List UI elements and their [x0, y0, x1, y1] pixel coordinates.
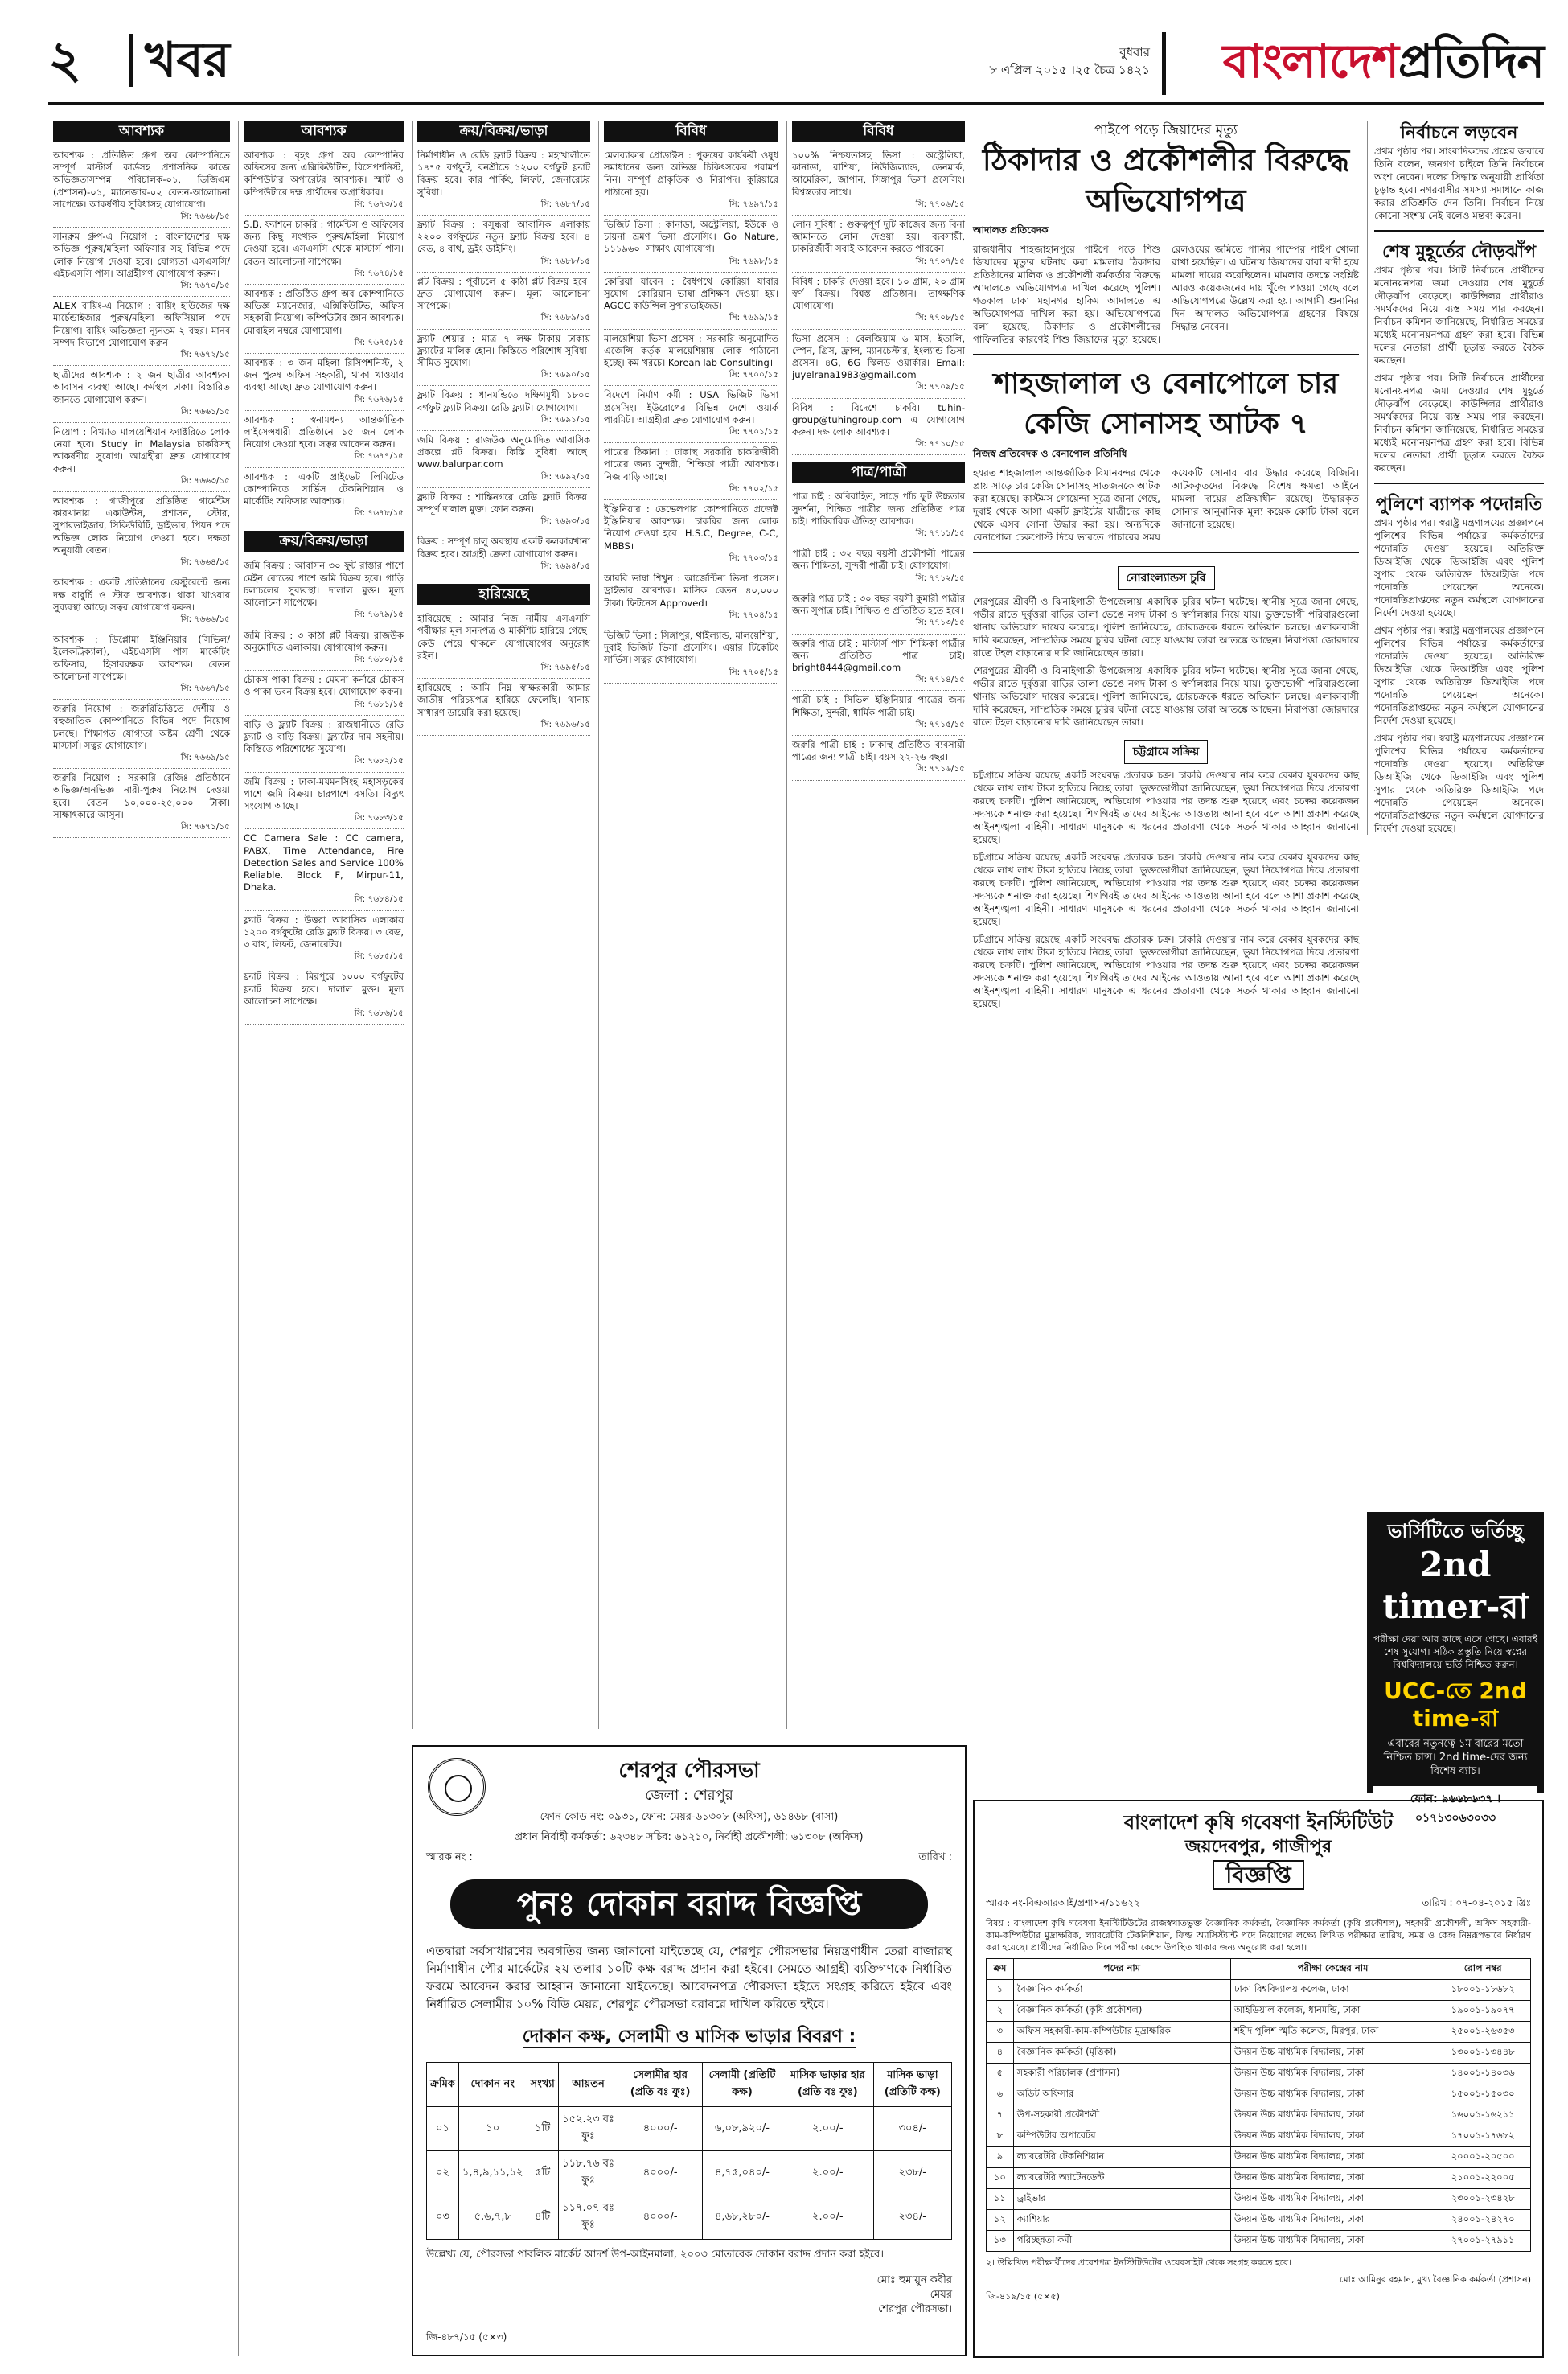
- classified-ad: ফ্ল্যাট বিক্রয় : বসুন্ধরা আবাসিক এলাকায় ২২০০ বর্গফুটের নতুন ফ্ল্যাট বিক্রয় হবে। ৪ বেড, ৪ বাথ, ড্রইং ডাইনিং। সি: ৭৬৮৮/১৫: [417, 216, 590, 273]
- logo-part-1: বাংলাদেশ: [1222, 34, 1398, 88]
- classified-ad: আবশ্যক : ডিপ্লোমা ইঞ্জিনিয়ার (সিভিল/ইলেকট্রিক্যাল), এইচএসসি পাস মার্কেটিং অফিসার, হিসাবরক্ষক আবশ্যক। বেতন আলোচনা সাপেক্ষে। সি: ৭৬৬৭/১৫: [53, 630, 230, 700]
- section-title: খবর: [145, 24, 230, 97]
- divider: [973, 552, 1359, 553]
- story-headline: পুলিশে ব্যাপক পদোন্নতি: [1375, 494, 1543, 515]
- table-row: ৯ ল্যাবরেটরি টেকনিশিয়ান উদয়ন উচ্চ মাধ্যমিক বিদ্যালয়, ঢাকা ২০০০১-২০৫০০: [987, 2147, 1531, 2168]
- table-header: মাসিক ভাড়া (প্রতিটি কক্ষ): [873, 2063, 951, 2107]
- column-heading: বিবিধ: [604, 121, 778, 142]
- weekday: বুধবার: [1119, 45, 1150, 60]
- story-body: প্রথম পৃষ্ঠার পর। স্বরাষ্ট্র মন্ত্রণালয়ের প্রজ্ঞাপনে পুলিশের বিভিন্ন পর্যায়ের কর্মকর্তাদের পদোন্নতি দেওয়া হয়েছে। অতিরিক্ত ডিআইজি থেকে ডিআইজি এবং পুলিশ সুপার থেকে অতিরিক্ত ডিআইজি পদে পদোন্নতি পেয়েছেন অনেকে। পদোন্নতিপ্রাপ্তদের নতুন কর্মস্থলে যোগদানের নির্দেশ দেওয়া হয়েছে।: [1374, 733, 1544, 834]
- table-header: সংখ্যা: [527, 2063, 558, 2107]
- classified-ad: জরুরি নিয়োগ : সরকারি রেজিঃ প্রতিষ্ঠানে অভিজ্ঞ/অনভিজ্ঞ নারী-পুরুষ নিয়োগ দেওয়া হবে। বেতন ১০,০০০-২৫,০০০ টাকা। সাক্ষাৎকারে আসুন। সি: ৭৬৭১/১৫: [53, 769, 230, 838]
- story-headline: শাহজালাল ও বেনাপোলে চার কেজি সোনাসহ আটক ৭: [993, 367, 1339, 441]
- coaching-advertisement: [1367, 1512, 1544, 1825]
- classified-column-4: [598, 121, 783, 1729]
- notice-subtitle: জেলা : শেরপুর: [645, 1787, 733, 1804]
- officer-line: প্রধান নির্বাহী কর্মকর্তা: ৬২৩৪৮ সচিব: ৬১২১০, নির্বাহী প্রকৌশলী: ৬১৩০৮ (অফিস): [515, 1831, 864, 1843]
- bari-notice: [973, 1800, 1544, 2358]
- story-body: চট্টগ্রামে সক্রিয় রয়েছে একটি সংঘবদ্ধ প্রতারক চক্র। চাকরি দেওয়ার নাম করে বেকার যুবকদের কাছ থেকে লাখ লাখ টাকা হাতিয়ে নিচ্ছে তারা। ভুক্তভোগীরা জানিয়েছেন, ভুয়া নিয়োগপত্র দিয়ে প্রতারণা করছে চক্রটি। পুলিশ জানিয়েছে, অভিযোগ পাওয়ার পর তদন্ত শুরু হয়েছে এবং চক্রের কয়েকজন সদস্যকে শনাক্ত করা হয়েছে। শিগগিরই তাদের আইনের আওতায় আনা হবে বলে আশা প্রকাশ করেছে আইনশৃঙ্খলা বাহিনী। সাধারণ মানুষকে এ ধরনের প্রতারণা থেকে সতর্ক থাকার আহ্বান জানানো হয়েছে।: [973, 934, 1359, 1009]
- classified-ad: আবশ্যক : বৃহৎ গ্রুপ অব কোম্পানির অফিসের জন্য এক্সিকিউটিভ, রিসেপশনিস্ট, কম্পিউটার অপারেটর আবশ্যক। স্মার্ট ও কম্পিউটারে দক্ষ প্রার্থীদের অগ্রাধিকার। সি: ৭৬৭৩/১৫: [244, 146, 404, 216]
- story-body: প্রথম পৃষ্ঠার পর। সিটি নির্বাচনে প্রার্থীদের মনোনয়নপত্র জমা দেওয়ার শেষ মুহূর্তে দৌড়ঝাঁপ বেড়েছে। কাউন্সিলর প্রার্থীরাও সমর্থকদের নিয়ে ব্যস্ত সময় পার করছেন। নির্বাচন কমিশন জানিয়েছে, নির্ধারিত সময়ের মধ্যেই মনোনয়নপত্র গ্রহণ করা হবে। বিভিন্ন দলের নেতারা প্রার্থী চূড়ান্ত করতে বৈঠক করছেন।: [1374, 265, 1544, 366]
- news-story: [973, 561, 1359, 595]
- notice-heading: বিজ্ঞপ্তি: [986, 1859, 1531, 1891]
- classified-ad: বিবিধ : বিদেশে চাকরি। tuhin-group@tuhingroup.com এ যোগাযোগ করুন। দক্ষ লোক আবশ্যক। সি: ৭৭১০/১৫: [792, 399, 965, 456]
- classified-ad: কোরিয়া যাবেন : বৈধপথে কোরিয়া যাবার সুযোগ। কোরিয়ান ভাষা প্রশিক্ষণ দেওয়া হয়। AGCC কাউন্সিল সুপারভাইজড। সি: ৭৬৯৯/১৫: [604, 273, 778, 330]
- story-headline: শেষ মুহূর্তের দৌড়ঝাঁপ: [1381, 241, 1537, 262]
- column-heading: আবশ্যক: [244, 121, 404, 142]
- classified-ad: মালয়েশিয়া ভিসা প্রসেস : সরকারি অনুমোদিত এজেন্সি কর্তৃক মালয়েশিয়ায় লোক পাঠানো হচ্ছে। কম খরচে। Korean lab Consulting। সি: ৭৭০০/১৫: [604, 330, 778, 387]
- story-body: শেরপুরের শ্রীবর্দী ও ঝিনাইগাতী উপজেলায় একাধিক চুরির ঘটনা ঘটেছে। স্থানীয় সূত্রে জানা গেছে, গভীর রাতে দুর্বৃত্তরা বাড়ির তালা ভেঙে নগদ টাকা ও স্বর্ণালঙ্কার নিয়ে যায়। ভুক্তভোগী পরিবারগুলো থানায় অভিযোগ দায়ের করেছে। পুলিশ জানিয়েছে, চোরচক্রকে ধরতে অভিযান চলছে। এলাকাবাসী দাবি করেছেন, সাম্প্রতিক সময়ে চুরির ঘটনা বেড়ে যাওয়ায় তারা আতঙ্কে আছেন। নিরাপত্তা জোরদারে রাতে টহল বাড়ানোর দাবি জানিয়েছেন তারা।: [973, 665, 1359, 728]
- classified-ad: সানরুম গ্রুপ-এ নিয়োগ : বাংলাদেশের দক্ষ অভিজ্ঞ পুরুষ/মহিলা অফিসার সহ বিভিন্ন পদে লোক নিয়োগ দেওয়া হবে। যোগ্যতা এসএসসি/এইচএসসি পাস। আগ্রহীগণ যোগাযোগ করুন। সি: ৭৬৭০/১৫: [53, 228, 230, 297]
- table-header: মাসিক ভাড়ার হার (প্রতি বঃ ফুঃ): [782, 2063, 874, 2107]
- ad-code: জি-৪১৯/১৫ (৫×৫): [986, 2291, 1060, 2302]
- table-row: ১২ ক্যাশিয়ার উদয়ন উচ্চ মাধ্যমিক বিদ্যালয়, ঢাকা ২৪০০১-২৪২৭০: [987, 2210, 1531, 2231]
- notice-subtitle: জয়দেবপুর, গাজীপুর: [1184, 1837, 1332, 1857]
- memo-number: স্মারক নং-বিএআরআই/প্রশাসন/১১৬২২: [986, 1897, 1140, 1908]
- promo-contact: ফোন: ৯৬৬৮৬৩৭ । ০১৭১৩০৬৩০৩৩: [1373, 1786, 1537, 1831]
- signer-title: মেয়র: [930, 2289, 952, 2301]
- table-row: ১১ ড্রাইভার উদয়ন উচ্চ মাধ্যমিক বিদ্যালয়, ঢাকা ২৩০০১-২৩৪২৮: [987, 2189, 1531, 2210]
- classified-ad: ভিসা প্রসেস : বেলজিয়াম ৬ মাস, ইতালি, স্পেন, গ্রিস, ফ্রান্স, ম্যানচেস্টার, ইংল্যান্ড ভিসা প্রসেস। ৪G, 6G স্কিলড ওয়ার্কার। Email: juyelrana1983@gmail.com সি: ৭৭০৯/১৫: [792, 330, 965, 399]
- promo-line: 2nd timer-রা: [1382, 1545, 1529, 1626]
- table-row: ৪ বৈজ্ঞানিক কর্মকর্তা (মৃত্তিকা) উদয়ন উচ্চ মাধ্যমিক বিদ্যালয়, ঢাকা ১৩০০১-১৩৪৪৮: [987, 2043, 1531, 2064]
- table-row: ৭ উপ-সহকারী প্রকৌশলী উদয়ন উচ্চ মাধ্যমিক বিদ্যালয়, ঢাকা ১৬০০১-১৬২১১: [987, 2105, 1531, 2126]
- promo-line: এবারের নতুনত্বে ১ম বারের মতো নিশ্চিত চান্স। 2nd time-দের জন্য বিশেষ ব্যাচ।: [1383, 1738, 1528, 1777]
- table-header: পরীক্ষা কেন্দ্রের নাম: [1230, 1959, 1435, 1980]
- classified-ad: জমি বিক্রয় : আবাসন ৩০ ফুট রাস্তার পাশে মেইন রোডের পাশে জমি বিক্রয় হবে। গাড়ি চলাচলের সুব্যবস্থা। দালাল মুক্ত। মূল্য আলোচনা সাপেক্ষে। সি: ৭৬৭৯/১৫: [244, 557, 404, 626]
- story-body: রাজধানীর শাহজাহানপুরে পাইপে পড়ে শিশু জিয়াদের মৃত্যুর ঘটনায় করা মামলায় ঠিকাদার প্রতিষ্ঠানের মালিক ও প্রকৌশলী কর্মকর্তার বিরুদ্ধে আদালতে অভিযোগপত্র দাখিল করেছে পুলিশ। গতকাল ঢাকা মহানগর হাকিম আদালতে এ অভিযোগপত্র দাখিল করা হয়। অভিযোগপত্রে বলা হয়েছে, ঠিকাদার ও প্রকৌশলীদের গাফিলতির কারণেই শিশু জিয়াদের মৃত্যু হয়েছে। রেলওয়ের জমিতে পানির পাম্পের পাইপ খোলা রাখা হয়েছিল। এ ঘটনায় জিয়াদের বাবা বাদী হয়ে মামলা দায়ের করেছিলেন। মামলার তদন্তে সংশ্লিষ্ট আরও কয়েকজনের দায় খুঁজে পাওয়া গেছে বলে অভিযোগপত্রে উল্লেখ করা হয়। আগামী শুনানির দিন আদালত অভিযোগপত্র গ্রহণের বিষয়ে সিদ্ধান্ত নেবেন।: [973, 244, 1359, 345]
- table-header: সেলামী (প্রতিটি কক্ষ): [702, 2063, 782, 2107]
- divider: [1374, 483, 1544, 484]
- table-row: ৬ অডিট অফিসার উদয়ন উচ্চ মাধ্যমিক বিদ্যালয়, ঢাকা ১৫০০১-১৫০৩০: [987, 2084, 1531, 2105]
- notice-body: বিষয় : বাংলাদেশ কৃষি গবেষণা ইনস্টিটিউটের রাজস্বখাতভুক্ত বৈজ্ঞানিক কর্মকর্তা, বৈজ্ঞানিক কর্মকর্তা (কৃষি প্রকৌশল), সহকারী প্রকৌশলী, অফিস সহকারী-কাম-কম্পিউটার মুদ্রাক্ষরিক, ল্যাবরেটরি টেকনিশিয়ান, ফিল্ড অ্যাসিস্ট্যান্ট পদে নিয়োগের লক্ষ্যে লিখিত পরীক্ষার তারিখ, সময় ও কেন্দ্র নিম্নরূপভাবে নির্ধারণ করা হয়েছে। প্রার্থীদের নির্ধারিত দিনে পরীক্ষা কেন্দ্রে উপস্থিত থাকার জন্য অনুরোধ করা হলো।: [986, 1918, 1531, 1953]
- classified-ad: আবশ্যক : একটি প্রতিষ্ঠানের রেস্টুরেন্টে জন্য দক্ষ বাবুর্চি ও স্টাফ আবশ্যক। থাকা খাওয়ার সুব্যবস্থা আছে। সত্বর যোগাযোগ করুন। সি: ৭৬৬৬/১৫: [53, 573, 230, 630]
- promo-line: UCC-তে 2nd time-রা: [1384, 1678, 1527, 1731]
- classified-ad: জরুরি পাত্র চাই : ৩০ বছর বয়সী কুমারী পাত্রীর জন্য সুপাত্র চাই। শিক্ষিত ও প্রতিষ্ঠিত হতে হবে। সি: ৭৭১৩/১৫: [792, 589, 965, 635]
- classified-ad: জরুরি পাত্র চাই : মাস্টার্স পাস শিক্ষিকা পাত্রীর জন্য প্রতিষ্ঠিত পাত্র চাই। bright8444@gmail.com সি: ৭৭১৪/১৫: [792, 635, 965, 692]
- classified-ad: চৌকস পাকা বিক্রয় : মেঘনা কর্নারে চৌকস ও পাকা ভবন বিক্রয় হবে। যোগাযোগ করুন। সি: ৭৬৮১/১৫: [244, 671, 404, 716]
- classified-column-3: [412, 121, 595, 1729]
- classified-ad: বাড়ি ও ফ্ল্যাট বিক্রয় : রাজধানীতে রেডি ফ্ল্যাট ও বাড়ি বিক্রয়। ফ্ল্যাটের দাম সহনীয়। কিস্তিতে পরিশোধের সুযোগ। সি: ৭৬৮২/১৫: [244, 716, 404, 773]
- classified-ad: হারিয়েছে : আমার নিজ নামীয় এসএসসি পরীক্ষার মূল সনদপত্র ও মার্কশিট হারিয়ে গেছে। কেউ পেয়ে থাকলে যোগাযোগের অনুরোধ রইল। সি: ৭৬৯৫/১৫: [417, 610, 590, 679]
- story-headline: ঠিকাদার ও প্রকৌশলীর বিরুদ্ধে অভিযোগপত্র: [982, 142, 1350, 218]
- municipality-notice: [412, 1745, 967, 2356]
- column-heading: ক্রয়/বিক্রয়/ভাড়া: [417, 121, 590, 142]
- classified-column-2: [238, 121, 408, 2356]
- notice-body: এতদ্বারা সর্বসাধারণের অবগতির জন্য জানানো যাইতেছে যে, শেরপুর পৌরসভার নিয়ন্ত্রণাধীন তেরা বাজারস্থ নির্মাণাধীন পৌর মার্কেটের ২য় তলার ১০টি কক্ষ বরাদ্দ প্রদান করা হইবে। সেমতে আগ্রহী ব্যক্তিগণকে নির্ধারিত ফরমে আবেদন করার আহ্বান জানানো যাইতেছে। আবেদনপত্র পৌরসভা হইতে সংগ্রহ করিতে হইবে এবং নির্ধারিত সেলামীর ১০% বিডি মেয়র, শেরপুর পৌরসভা বরাবরে দাখিল করিতে হইবে।: [426, 1944, 952, 2011]
- classified-ad: হারিয়েছে : আমি নিম্ন স্বাক্ষরকারী আমার জাতীয় পরিচয়পত্র হারিয়ে ফেলেছি। থানায় সাধারণ ডায়েরি করা হয়েছে। সি: ৭৬৯৬/১৫: [417, 679, 590, 736]
- table-row: ১৩ পরিচ্ছন্নতা কর্মী উদয়ন উচ্চ মাধ্যমিক বিদ্যালয়, ঢাকা ২৭০০১-২৭৯১১: [987, 2231, 1531, 2252]
- signature-block: [426, 2273, 952, 2317]
- story-body: চট্টগ্রামে সক্রিয় রয়েছে একটি সংঘবদ্ধ প্রতারক চক্র। চাকরি দেওয়ার নাম করে বেকার যুবকদের কাছ থেকে লাখ লাখ টাকা হাতিয়ে নিচ্ছে তারা। ভুক্তভোগীরা জানিয়েছেন, ভুয়া নিয়োগপত্র দিয়ে প্রতারণা করছে চক্রটি। পুলিশ জানিয়েছে, অভিযোগ পাওয়ার পর তদন্ত শুরু হয়েছে এবং চক্রের কয়েকজন সদস্যকে শনাক্ত করা হয়েছে। শিগগিরই তাদের আইনের আওতায় আনা হবে বলে আশা প্রকাশ করেছে আইনশৃঙ্খলা বাহিনী। সাধারণ মানুষকে এ ধরনের প্রতারণা থেকে সতর্ক থাকার আহ্বান জানানো হয়েছে।: [973, 770, 1359, 845]
- story-body: প্রথম পৃষ্ঠার পর। স্বরাষ্ট্র মন্ত্রণালয়ের প্রজ্ঞাপনে পুলিশের বিভিন্ন পর্যায়ের কর্মকর্তাদের পদোন্নতি দেওয়া হয়েছে। অতিরিক্ত ডিআইজি থেকে ডিআইজি এবং পুলিশ সুপার থেকে অতিরিক্ত ডিআইজি পদে পদোন্নতি পেয়েছেন অনেকে। পদোন্নতিপ্রাপ্তদের নতুন কর্মস্থলে যোগদানের নির্দেশ দেওয়া হয়েছে।: [1374, 625, 1544, 726]
- column-heading: হারিয়েছে: [417, 584, 590, 605]
- memo-line: [986, 1896, 1531, 1912]
- notice-banner: পুনঃ দোকান বরাদ্দ বিজ্ঞপ্তি: [450, 1879, 928, 1929]
- classified-ad: জমি বিক্রয় : রাজউক অনুমোদিত আবাসিক প্রকল্পে প্লট বিক্রয়। কিস্তি সুবিধা আছে। www.balurpar.com সি: ৭৬৯২/১৫: [417, 431, 590, 488]
- classified-ad: ফ্ল্যাট বিক্রয় : ধানমন্ডিতে দক্ষিণমুখী ১৮০০ বর্গফুট ফ্ল্যাট বিক্রয়। রেডি ফ্ল্যাট। যোগাযোগ। সি: ৭৬৯১/১৫: [417, 386, 590, 431]
- municipality-seal-icon: [428, 1758, 486, 1816]
- shop-allocation-table: [426, 2062, 952, 2240]
- table-row: ১ বৈজ্ঞানিক কর্মকর্তা ঢাকা বিশ্ববিদ্যালয় কলেজ, ঢাকা ১৮০০১-১৮৬৮২: [987, 1980, 1531, 2001]
- story-body: হযরত শাহজালাল আন্তর্জাতিক বিমানবন্দর থেকে প্রায় সাড়ে চার কেজি সোনাসহ সাতজনকে আটক করা হয়েছে। কাস্টমস গোয়েন্দা সূত্রে জানা গেছে, দুবাই থেকে আসা একটি ফ্লাইটের যাত্রীদের কাছ থেকে এসব সোনা উদ্ধার করা হয়। অন্যদিকে বেনাপোল চেকপোস্ট দিয়ে ভারতে পাচারের সময় কয়েকটি সোনার বার উদ্ধার করেছে বিজিবি। আটককৃতদের বিরুদ্ধে বিশেষ ক্ষমতা আইনে মামলা দায়ের প্রক্রিয়াধীন রয়েছে। উদ্ধারকৃত সোনার আনুমানিক মূল্য কয়েক কোটি টাকা বলে জানানো হয়েছে।: [973, 467, 1359, 543]
- table-row: ২ বৈজ্ঞানিক কর্মকর্তা (কৃষি প্রকৌশল) আইডিয়াল কলেজ, ধানমন্ডি, ঢাকা ১৯০০১-১৯০৭৭: [987, 2001, 1531, 2022]
- column-heading: বিবিধ: [792, 121, 965, 142]
- notice-title: বাংলাদেশ কৃষি গবেষণা ইনস্টিটিউট: [1123, 1811, 1394, 1834]
- column-heading: ক্রয়/বিক্রয়/ভাড়া: [244, 531, 404, 552]
- classified-ad: CC Camera Sale : CC camera, PABX, Time Attendance, Fire Detection Sales and Service 100% Reliable. Block F, Mirpur-11, Dhaka. সি: ৭৬৮৪/১৫: [244, 829, 404, 910]
- table-header: ক্রম: [987, 1959, 1014, 1980]
- table-header: আয়তন: [558, 2063, 618, 2107]
- masthead-divider: [1162, 32, 1166, 95]
- classified-ad: আবশ্যক : ৩ জন মহিলা রিসিপশনিস্ট, ২ জন পুরুষ অফিস সহকারী, থাকা খাওয়ার ব্যবস্থা আছে। দ্রুত যোগাযোগ করুন। সি: ৭৬৭৬/১৫: [244, 354, 404, 411]
- story-body: প্রথম পৃষ্ঠার পর। স্বরাষ্ট্র মন্ত্রণালয়ের প্রজ্ঞাপনে পুলিশের বিভিন্ন পর্যায়ের কর্মকর্তাদের পদোন্নতি দেওয়া হয়েছে। অতিরিক্ত ডিআইজি থেকে ডিআইজি এবং পুলিশ সুপার থেকে অতিরিক্ত ডিআইজি পদে পদোন্নতি পেয়েছেন অনেকে। পদোন্নতিপ্রাপ্তদের নতুন কর্মস্থলে যোগদানের নির্দেশ দেওয়া হয়েছে।: [1374, 517, 1544, 618]
- classified-ad: আবশ্যক : একটি প্রাইভেট লিমিটেড কোম্পানিতে সার্ভিস টেকনিশিয়ান ও মার্কেটিং অফিসার আবশ্যক। সি: ৭৬৭৮/১৫: [244, 468, 404, 525]
- table-row: ৮ কম্পিউটার অপারেটর উদয়ন উচ্চ মাধ্যমিক বিদ্যালয়, ঢাকা ১৭০০১-১৭৬৮২: [987, 2126, 1531, 2147]
- classified-ad: আবশ্যক : গাজীপুরে প্রতিষ্ঠিত গার্মেন্টস কারখানায় একাউন্টস, প্রশাসন, স্টোর, সুপারভাইজার, সিকিউরিটি, ড্রাইভার, পিয়ন পদে অভিজ্ঞ লোক নিয়োগ দেওয়া হবে। দক্ষতা অনুযায়ী বেতন। সি: ৭৬৬৪/১৫: [53, 492, 230, 573]
- classified-ad: পাত্রী চাই : ৩২ বছর বয়সী প্রকৌশলী পাত্রের জন্য শিক্ষিতা, সুন্দরী পাত্রী চাই। যোগাযোগ। সি: ৭৭১২/১৫: [792, 544, 965, 589]
- table-row: ৩ অফিস সহকারী-কাম-কম্পিউটার মুদ্রাক্ষরিক শহীদ পুলিশ স্মৃতি কলেজ, মিরপুর, ঢাকা ২৫০০১-২৬৩৫৩: [987, 2022, 1531, 2043]
- classified-ad: ছাত্রীদের আবশ্যক : ২ জন ছাত্রীর আবশ্যক। আবাসন ব্যবস্থা আছে। কর্মস্থল ঢাকা। বিস্তারিত জানতে যোগাযোগ করুন। সি: ৭৬৬১/১৫: [53, 366, 230, 423]
- bari-notice-anchor: [986, 1801, 1544, 2356]
- classified-ad: ALEX বায়িং-এ নিয়োগ : বায়িং হাউজের দক্ষ মার্চেন্ডাইজার পুরুষ/মহিলা অফিসিয়াল পদে নিয়োগ। বায়িং অভিজ্ঞতা ন্যূনতম ২ বছর। মানব সম্পদ বিভাগে যোগাযোগ করুন। সি: ৭৬৭২/১৫: [53, 297, 230, 366]
- table-header: ক্রমিক: [427, 2063, 459, 2107]
- divider: [1374, 230, 1544, 232]
- signer-office: শেরপুর পৌরসভা।: [878, 2303, 952, 2315]
- classified-ad: আবশ্যক : স্বনামধন্য আন্তর্জাতিক লাইসেন্সধারী প্রতিষ্ঠানে ১৫ জন লোক নিয়োগ দেওয়া হবে। সত্বর আবেদন করুন। সি: ৭৬৭৭/১৫: [244, 411, 404, 468]
- notice-date: তারিখ : ০৭-০৪-২০১৫ খ্রিঃ: [1422, 1897, 1531, 1908]
- classified-column-5: [786, 121, 970, 1729]
- column-heading: আবশ্যক: [53, 121, 230, 142]
- classified-ad: ফ্ল্যাট বিক্রয় : মিরপুরে ১০০০ বর্গফুটের ফ্ল্যাট বিক্রয় হবে। দালাল মুক্ত। মূল্য আলোচনা সাপেক্ষে। সি: ৭৬৮৬/১৫: [244, 967, 404, 1025]
- classified-ad: পাত্রী চাই : সিভিল ইঞ্জিনিয়ার পাত্রের জন্য শিক্ষিতা, সুন্দরী, ধার্মিক পাত্রী চাই। সি: ৭৭১৫/১৫: [792, 691, 965, 736]
- signer-name: মোঃ হুমায়ুন কবীর: [876, 2274, 952, 2286]
- publication-date: [989, 43, 1150, 79]
- table-row: ০৩ ৫,৬,৭,৮ ৪টি ১১৭.০৭ বঃ ফুঃ ৪০০০/- ৪,৬৮,২৮০/- ২.০০/- ২৩৪/-: [427, 2195, 952, 2240]
- masthead: [48, 24, 1544, 105]
- memo-label: স্মারক নং :: [426, 1851, 473, 1863]
- classified-ad: পাত্রের ঠিকানা : ঢাকাস্থ সরকারি চাকরিজীবী পাত্রের জন্য সুন্দরী, শিক্ষিতা পাত্রী আবশ্যক। নিজ বাড়ি আছে। সি: ৭৭০২/১৫: [604, 443, 778, 500]
- exam-schedule-table: [986, 1958, 1531, 2252]
- table-row: ০২ ১,৪,৯,১১,১২ ৫টি ১১৮.৭৬ বঃ ফুঃ ৪০০০/- ৪,৭৫,০৪০/- ২.০০/- ২৩৮/-: [427, 2151, 952, 2195]
- story-headline: নোরাংল্যান্ডস চুরি: [1118, 566, 1215, 590]
- table-header: রোল নম্বর: [1435, 1959, 1531, 1980]
- promo-line: পরীক্ষা দেয়া আর কাছে এসে গেছে। এবারই শেষ সুযোগ। সঠিক প্রস্তুতি নিয়ে স্বপ্নের বিশ্ববিদ্যালয়ে ভর্তি নিশ্চিত করুন।: [1373, 1633, 1537, 1670]
- news-section: [973, 121, 1359, 1010]
- news-story: [973, 735, 1359, 769]
- classified-ad: বিবিধ : চাকরি দেওয়া হবে। ১০ গ্রাম, ২০ গ্রাম স্বর্ণ বিক্রয়। বিশ্বস্ত প্রতিষ্ঠান। তাৎক্ষণিক যোগাযোগ। সি: ৭৭০৮/১৫: [792, 273, 965, 330]
- classified-ad: মেলব্যাকার প্রোডাক্টস : পুরুষের কার্যকরী ওষুধ সমাধানের জন্য অভিজ্ঞ চিকিৎসকের পরামর্শ নিন। সম্পূর্ণ প্রাকৃতিক ও নিরাপদ। কুরিয়ারে পাঠানো হয়। সি: ৭৬৯৭/১৫: [604, 146, 778, 216]
- promo-line: ভার্সিটিতে ভর্তিচ্ছু: [1387, 1520, 1524, 1542]
- table-row: ০১ ১০ ১টি ১৫২.২৩ বঃ ফুঃ ৪০০০/- ৬,০৮,৯২০/- ২.০০/- ৩০৪/-: [427, 2107, 952, 2151]
- story-headline: চট্টগ্রামে সক্রিয়: [1124, 740, 1208, 764]
- story-body: শেরপুরের শ্রীবর্দী ও ঝিনাইগাতী উপজেলায় একাধিক চুরির ঘটনা ঘটেছে। স্থানীয় সূত্রে জানা গেছে, গভীর রাতে দুর্বৃত্তরা বাড়ির তালা ভেঙে নগদ টাকা ও স্বর্ণালঙ্কার নিয়ে যায়। ভুক্তভোগী পরিবারগুলো থানায় অভিযোগ দায়ের করেছে। পুলিশ জানিয়েছে, চোরচক্রকে ধরতে অভিযান চলছে। এলাকাবাসী দাবি করেছেন, সাম্প্রতিক সময়ে চুরির ঘটনা বেড়ে যাওয়ায় তারা আতঙ্কে আছেন। নিরাপত্তা জোরদারে রাতে টহল বাড়ানোর দাবি জানিয়েছেন তারা।: [973, 596, 1359, 659]
- story-kicker: পাইপে পড়ে জিয়াদের মৃত্যু: [1094, 122, 1238, 138]
- classified-ad: আবশ্যক : প্রতিষ্ঠিত গ্রুপ অব কোম্পানিতে অভিজ্ঞ ম্যানেজার, এক্সিকিউটিভ, অফিস সহকারী নিয়োগ। কম্পিউটার জ্ঞান আবশ্যক। মোবাইল নম্বরে যোগাযোগ। সি: ৭৬৭৫/১৫: [244, 285, 404, 354]
- notice-title: শেরপুর পৌরসভা: [618, 1759, 760, 1783]
- logo-part-2: প্রতিদিন: [1398, 34, 1544, 88]
- story-headline: নির্বাচনে লড়বেন: [1400, 122, 1518, 143]
- classified-ad: ফ্ল্যাট বিক্রয় : উত্তরা আবাসিক এলাকায় ১২০০ বর্গফুটের রেডি ফ্ল্যাট বিক্রয়। ৩ বেড, ৩ বাথ, লিফট, জেনারেটর। সি: ৭৬৮৫/১৫: [244, 911, 404, 968]
- classified-ad: ভিজিট ভিসা : কানাডা, অস্ট্রেলিয়া, ইউকে ও চায়না ভ্রমণ ভিসা প্রসেসিং। Go Nature, ১১১৯৬০। সাক্ষাৎ যোগাযোগ। সি: ৭৬৯৮/১৫: [604, 216, 778, 273]
- table-header: পদের নাম: [1013, 1959, 1230, 1980]
- table-row: ৫ সহকারী পরিচালক (প্রশাসন) উদয়ন উচ্চ মাধ্যমিক বিদ্যালয়, ঢাকা ১৪০০১-১৪০৩৬: [987, 2064, 1531, 2084]
- classified-ad: জমি বিক্রয় : ঢাকা-ময়মনসিংহ মহাসড়কের পাশে জমি বিক্রয়। চারপাশে বসতি। বিদ্যুৎ সংযোগ আছে। সি: ৭৬৮৩/১৫: [244, 773, 404, 830]
- news-story: [973, 121, 1359, 346]
- classified-ad: আরবি ভাষা শিখুন : আর্জেন্টিনা ভিসা প্রসেস। ড্রাইভার আবশ্যক। মাসিক বেতন ৪০,০০০ টাকা। ফিটনেস Approved। সি: ৭৭০৪/১৫: [604, 569, 778, 626]
- story-body: প্রথম পৃষ্ঠার পর। সিটি নির্বাচনে প্রার্থীদের মনোনয়নপত্র জমা দেওয়ার শেষ মুহূর্তে দৌড়ঝাঁপ বেড়েছে। কাউন্সিলর প্রার্থীরাও সমর্থকদের নিয়ে ব্যস্ত সময় পার করছেন। নির্বাচন কমিশন জানিয়েছে, নির্ধারিত সময়ের মধ্যেই মনোনয়নপত্র গ্রহণ করা হবে। বিভিন্ন দলের নেতারা প্রার্থী চূড়ান্ত করতে বৈঠক করছেন।: [1374, 372, 1544, 474]
- story-byline: নিজস্ব প্রতিবেদক ও বেনাপোল প্রতিনিধি: [973, 448, 1127, 459]
- date-label: তারিখ :: [918, 1851, 952, 1863]
- column-heading: পাত্র/পাত্রী: [792, 462, 965, 483]
- memo-line: [426, 1850, 952, 1867]
- table-title: দোকান কক্ষ, সেলামী ও মাসিক ভাড়ার বিবরণ :: [522, 2027, 856, 2047]
- classified-ad: বিক্রয় : সম্পূর্ণ চালু অবস্থায় একটি কলকারখানা বিক্রয় হবে। আগ্রহী ক্রেতা যোগাযোগ করুন। সি: ৭৬৯৪/১৫: [417, 532, 590, 577]
- date-line: ৮ এপ্রিল ২০১৫ ।২৫ চৈত্র ১৪২১: [989, 63, 1150, 77]
- story-body: চট্টগ্রামে সক্রিয় রয়েছে একটি সংঘবদ্ধ প্রতারক চক্র। চাকরি দেওয়ার নাম করে বেকার যুবকদের কাছ থেকে লাখ লাখ টাকা হাতিয়ে নিচ্ছে তারা। ভুক্তভোগীরা জানিয়েছেন, ভুয়া নিয়োগপত্র দিয়ে প্রতারণা করছে চক্রটি। পুলিশ জানিয়েছে, অভিযোগ পাওয়ার পর তদন্ত শুরু হয়েছে এবং চক্রের কয়েকজন সদস্যকে শনাক্ত করা হয়েছে। শিগগিরই তাদের আইনের আওতায় আনা হবে বলে আশা প্রকাশ করেছে আইনশৃঙ্খলা বাহিনী। সাধারণ মানুষকে এ ধরনের প্রতারণা থেকে সতর্ক থাকার আহ্বান জানানো হয়েছে।: [973, 852, 1359, 927]
- classified-ad: ফ্ল্যাট শেয়ার : মাত্র ৭ লক্ষ টাকায় ঢাকায় ফ্ল্যাটের মালিক হোন। কিস্তিতে পরিশোধ সুবিধা। সীমিত সুযোগ। সি: ৭৬৯০/১৫: [417, 330, 590, 387]
- table-header: সেলামীর হার (প্রতি বঃ ফুঃ): [618, 2063, 703, 2107]
- table-header: দোকান নং: [458, 2063, 527, 2107]
- signature-block: মোঃ আমিনুর রহমান, মুখ্য বৈজ্ঞানিক কর্মকর্তা (প্রশাসন): [1340, 2274, 1531, 2285]
- classified-ad: জমি বিক্রয় : ৩ কাঠা প্লট বিক্রয়। রাজউক অনুমোদিত এলাকায়। যোগাযোগ করুন। সি: ৭৬৮০/১৫: [244, 626, 404, 672]
- classified-ad: ইঞ্জিনিয়ার : ডেভেলপার কোম্পানিতে প্রজেক্ট ইঞ্জিনিয়ার আবশ্যক। চাকরির জন্য লোক নিয়োগ দেওয়া হবে। H.S.C, Degree, C-C, MBBS। সি: ৭৭০৩/১৫: [604, 500, 778, 569]
- classified-ad: নির্মাণাধীন ও রেডি ফ্ল্যাট বিক্রয় : মহাখালীতে ১৪৭৫ বর্গফুট, বনশ্রীতে ১২০০ বর্গফুট ফ্ল্যাট বিক্রয় হবে। কার পার্কিং, লিফট, জেনারেটর সুবিধা। সি: ৭৬৮৭/১৫: [417, 146, 590, 216]
- classified-ad: নিয়োগ : বিখ্যাত মালয়েশিয়ান ফ্যাক্টরিতে লোক নেয়া হবে। Study in Malaysia চাকরিসহ আকর্ষণীয় সুযোগ। আগ্রহীরা দ্রুত যোগাযোগ করুন। সি: ৭৬৬৩/১৫: [53, 423, 230, 492]
- notice-note: উল্লেখ্য যে, পৌরসভা পাবলিক মার্কেট আদর্শ উপ-আইনমালা, ২০০৩ মোতাবেক দোকান বরাদ্দ প্রদান করা হইবে।: [426, 2249, 885, 2261]
- notice-footer: ২। উল্লিখিত পরীক্ষার্থীদের প্রবেশপত্র ইনস্টিটিউটের ওয়েবসাইট থেকে সংগ্রহ করতে হবে।: [986, 2257, 1292, 2268]
- page-number: ২: [48, 30, 82, 90]
- classified-ad: ভিজিট ভিসা : সিঙ্গাপুর, থাইল্যান্ড, মালয়েশিয়া, দুবাই ভিজিট ভিসা প্রসেসিং। এয়ার টিকেটিং সার্ভিস। সত্বর যোগাযোগ। সি: ৭৭০৫/১৫: [604, 626, 778, 684]
- classified-ad: ১০০% নিশ্চয়তাসহ ভিসা : অস্ট্রেলিয়া, কানাডা, রাশিয়া, নিউজিল্যান্ড, ডেনমার্ক, আমেরিকা, জাপান, সিঙ্গাপুর ভিসা প্রসেসিং। বিশ্বস্ততার সাথে। সি: ৭৭০৬/১৫: [792, 146, 965, 216]
- classified-ad: জরুরি পাত্রী চাই : ঢাকাস্থ প্রতিষ্ঠিত ব্যবসায়ী পাত্রের জন্য পাত্রী চাই। বয়স ২২-২৬ বছর। সি: ৭৭১৬/১৫: [792, 736, 965, 781]
- news-story: [973, 363, 1359, 544]
- classified-ad: পাত্র চাই : অবিবাহিত, সাড়ে পাঁচ ফুট উচ্চতার সুদর্শনা, শিক্ষিত পাত্রীর জন্য প্রতিষ্ঠিত পাত্র চাই। পারিবারিক ঐতিহ্য আবশ্যক। সি: ৭৭১১/১৫: [792, 487, 965, 544]
- classified-ad: বিদেশে নির্মাণ কর্মী : USA ভিজিট ভিসা প্রসেসিং। ইউরোপের বিভিন্ন দেশে ওয়ার্ক পারমিট। আগ্রহীরা দ্রুত যোগাযোগ করুন। সি: ৭৭০১/১৫: [604, 386, 778, 443]
- news-sidebar: [1367, 121, 1544, 835]
- newspaper-logo: [1223, 26, 1544, 97]
- classified-ad: আবশ্যক : প্রতিষ্ঠিত গ্রুপ অব কোম্পানিতে সম্পূর্ণ মাস্টার্স কার্ডসহ প্রশাসনিক কাজে অভিজ্ঞতাসম্পন্ন পরিচালক-০১, ডিজিএম (প্রশাসন)-০১, ম্যানেজার-০২ বেতন-আলোচনা সাপেক্ষে। আকর্ষণীয় সুবিধাসহ যোগাযোগ। সি: ৭৬৬৮/১৫: [53, 146, 230, 228]
- classified-ad: লোন সুবিধা : গুরুত্বপূর্ণ দুটি কাজের জন্য বিনা জামানতে লোন দেওয়া হয়। ব্যবসায়ী, চাকরিজীবী সবাই আবেদন করতে পারবেন। সি: ৭৭০৭/১৫: [792, 216, 965, 273]
- classified-ad: ফ্ল্যাট বিক্রয় : শান্তিনগরে রেডি ফ্ল্যাট বিক্রয়। সম্পূর্ণ দালাল মুক্ত। ফোন করুন। সি: ৭৬৯৩/১৫: [417, 488, 590, 533]
- phone-line: ফোন কোড নং: ০৯৩১, ফোন: মেয়র-৬১৩০৮ (অফিস), ৬১৪৬৮ (বাসা): [540, 1811, 839, 1823]
- story-byline: আদালত প্রতিবেদক: [973, 224, 1049, 236]
- divider: [973, 354, 1359, 355]
- classified-ad: প্লট বিক্রয় : পূর্বাচলে ৫ কাঠা প্লট বিক্রয় হবে। দ্রুত যোগাযোগ করুন। মূল্য আলোচনা সাপেক্ষে। সি: ৭৬৮৯/১৫: [417, 273, 590, 330]
- story-body: প্রথম পৃষ্ঠার পর। সাংবাদিকদের প্রশ্নের জবাবে তিনি বলেন, জনগণ চাইলে তিনি নির্বাচনে অংশ নেবেন। দলের সিদ্ধান্ত অনুযায়ী প্রার্থিতা চূড়ান্ত হবে। নগরবাসীর সমস্যা সমাধানে কাজ করার প্রতিশ্রুতি দেন তিনি। নির্বাচন নিয়ে কোনো সংশয় নেই বলেও মন্তব্য করেন।: [1374, 146, 1544, 221]
- ad-code: জি-৪৮৭/১৫ (৫×৩): [426, 2331, 507, 2343]
- classified-ad: S.B. ফ্যাশনে চাকরি : গার্মেন্টস ও অফিসের জন্য কিছু সংখ্যক পুরুষ/মহিলা নিয়োগ দেওয়া হবে। এসএসসি থেকে মাস্টার্স পাস। বেতন আলোচনা সাপেক্ষে। সি: ৭৬৭৪/১৫: [244, 216, 404, 285]
- classified-column-1: [48, 121, 235, 2356]
- table-row: ১০ ল্যাবরেটরি অ্যাটেনডেন্ট উদয়ন উচ্চ মাধ্যমিক বিদ্যালয়, ঢাকা ২১০০১-২২০০৫: [987, 2168, 1531, 2189]
- classified-ad: জরুরি নিয়োগ : জরুরিভিত্তিতে দেশীয় ও বহুজাতিক কোম্পানিতে বিভিন্ন পদে নিয়োগ চলছে। শিক্ষাগত যোগ্যতা অষ্টম শ্রেণী থেকে মাস্টার্স। সত্বর যোগাযোগ। সি: ৭৬৬৯/১৫: [53, 700, 230, 769]
